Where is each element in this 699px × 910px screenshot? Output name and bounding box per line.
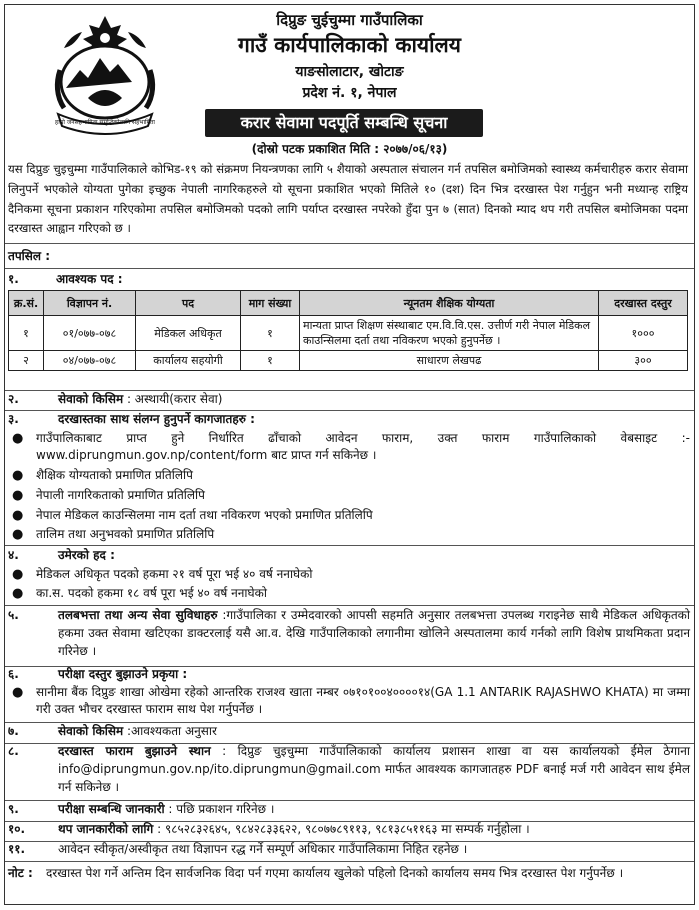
tapsil-heading: तपसिल :: [8, 249, 50, 263]
table-cell: कार्यालय सहयोगी: [136, 351, 241, 371]
list-item-text: सानीमा बैंक दिप्रुङ शाखा ओखेमा रहेको आन्तरिक राजश्व खाता नम्बर ०७१०१००४००००१४(GA 1.1 ANTARIK RAJASHWO KHATA) मा जम्मा गरी उक्त भौचर दरखास्त फाराम साथ पेश गर्नुपर्नेछ ।: [36, 685, 690, 716]
section-8: [8, 742, 690, 796]
divider-line: [5, 243, 694, 244]
intro-paragraph: यस दिप्रुङ चुइचुम्मा गाउँपालिकाले कोभिड-१९ को संक्रमण नियन्त्रणका लागि ५ शैयाको अस्पताल संचालन गर्न तपसिल बमोजिमको स्वास्थ्य कर्मचारीहरु करार सेवामा लिनुपर्ने भएकोले योग्यता पुगेका इच्छुक नेपाली नागरिकहरुले यो सूचना प्रकाशित भएको मितिले १० (दश) दिन भित्र दरखास्त पेश गर्नुहुन भनी मध्यान्ह राष्ट्रिय दैनिकमा सूचना प्रकाशन गरिएकोमा तपसिल बमोजिमको पदको लागि पर्याप्त दरखास्त नपरेको हुँदा पुन ७ (सात) दिनको म्याद थप गरी तपसिल बमोजिमका पदमा दरखास्त आह्वान गरिएको छ ।: [8, 162, 688, 236]
table-cell: १: [241, 351, 300, 371]
bullet-icon: ●: [12, 508, 24, 523]
section-text: : ९८५२८३२६४५, ९८४२८३३६२२, ९८०७७८९११३, ९८१३८५११६३ मा सम्पर्क गर्नुहोला ।: [157, 822, 530, 836]
list-item: [8, 684, 690, 718]
list-item-text: शैक्षिक योग्यताको प्रमाणित प्रतिलिपि: [36, 468, 193, 482]
section-text: : पछि प्रकाशन गरिनेछ ।: [168, 802, 275, 816]
section-number: १०.: [8, 822, 26, 836]
bullet-icon: ●: [12, 527, 24, 542]
section-title: आवश्यक पद :: [56, 272, 123, 286]
section-5: [8, 606, 690, 660]
table-row: [9, 316, 688, 351]
section-label: परीक्षा दस्तुर बुझाउने प्रकृया :: [58, 667, 188, 681]
section-label: सेवाको किसिम: [58, 392, 124, 406]
section-number: २.: [8, 392, 19, 406]
list-item-text: का.स. पदको हकमा १८ वर्ष पूरा भई ४० वर्ष ननाघेको: [36, 586, 267, 600]
section-number: ३.: [8, 412, 19, 426]
divider-line: [5, 861, 694, 862]
bullet-icon: ●: [12, 586, 24, 601]
section-number: ५.: [8, 608, 19, 622]
list-item-text: मेडिकल अधिकृत पदको हकमा २१ वर्ष पूरा भई ४० वर्ष ननाघेको: [36, 567, 313, 581]
table-cell: १: [241, 316, 300, 351]
table-cell: २: [9, 351, 44, 371]
section-text: : अस्थायी(करार सेवा): [126, 392, 223, 406]
table-cell: ०१/०७७-०७८: [44, 316, 136, 351]
list-item-text: तालिम तथा अनुभवको प्रमाणित प्रतिलिपि: [36, 527, 215, 541]
section-number: ४.: [8, 548, 19, 562]
bullet-icon: ●: [12, 685, 24, 700]
publication-date: (दोस्रो पटक प्रकाशित मिति : २०७७/०६/१३): [251, 142, 448, 156]
section-number: ११.: [8, 842, 26, 856]
list-item-text: गाउँपालिकाबाट प्राप्त हुने निर्धारित ढाँचाको आवेदन फाराम, उक्त फाराम गाउँपालिकाको वेबसाइट :- www.diprungmun.gov.np/content/form बाट प्राप्त गर्न सकिनेछ ।: [36, 431, 690, 462]
section-number: ९.: [8, 802, 19, 816]
table-cell: ३००: [599, 351, 688, 371]
table-cell: मान्यता प्राप्त शिक्षण संस्थाबाट एम.वि.वि.एस. उत्तीर्ण गरी नेपाल मेडिकल काउन्सिलमा दर्ता तथा नविकरण भएको हुनुपर्नेछ ।: [300, 316, 599, 351]
section-number: ७.: [8, 724, 19, 738]
col-header: क्र.सं.: [9, 291, 44, 316]
section-text: आवेदन स्वीकृत/अस्वीकृत तथा विज्ञापन रद्ध गर्ने सम्पूर्ण अधिकार गाउँपालिकामा निहित रहनेछ ।: [58, 842, 468, 856]
divider-line: [5, 268, 694, 269]
table-cell: ०४/०७७-०७८: [44, 351, 136, 371]
list-item-text: नेपाली नागरिकताको प्रमाणित प्रतिलिपि: [36, 488, 205, 502]
table-cell: साधारण लेखपढ: [300, 351, 599, 371]
section-label: सेवाको किसिम: [58, 724, 124, 738]
list-item-text: नेपाल मेडिकल काउन्सिलमा नाम दर्ता तथा नविकरण भएको प्रमाणित प्रतिलिपि: [36, 508, 373, 522]
section-label: दरखास्तका साथ संलग्न हुनुपर्ने कागजातहरु :: [58, 412, 255, 426]
posts-table: [8, 290, 688, 371]
section-label: दरखास्त फाराम बुझाउने स्थान: [58, 744, 211, 758]
bullet-icon: ●: [12, 488, 24, 503]
col-header: दरखास्त दस्तुर: [599, 291, 688, 316]
bullet-icon: ●: [12, 431, 24, 446]
col-header: न्यूनतम शैक्षिक योग्यता: [300, 291, 599, 316]
list-item: [8, 430, 690, 464]
table-cell: १०००: [599, 316, 688, 351]
bullet-icon: ●: [12, 567, 24, 582]
col-header: विज्ञापन नं.: [44, 291, 136, 316]
section-label: परीक्षा सम्बन्धि जानकारी: [58, 802, 165, 816]
notice-title-banner: करार सेवामा पदपूर्ति सम्बन्धि सूचना: [205, 109, 483, 137]
table-header-row: [9, 291, 688, 316]
province-line: प्रदेश नं. १, नेपाल: [302, 85, 397, 101]
note-label: नोट :: [8, 866, 33, 880]
bullet-icon: ●: [12, 468, 24, 483]
municipality-name: दिप्रुङ चुईचुम्मा गाउँपालिका: [276, 11, 423, 29]
office-name: गाउँ कार्यपालिकाको कार्यालय: [238, 33, 461, 57]
office-address: याङसोलाटार, खोटाङ: [295, 64, 404, 80]
table-cell: मेडिकल अधिकृत: [136, 316, 241, 351]
table-cell: १: [9, 316, 44, 351]
section-number: ६.: [8, 667, 19, 681]
logo-caption: हाम्रो जनसहभागिता समृद्धिकोलागि सहभागिता: [55, 119, 155, 126]
note-text: दरखास्त पेश गर्ने अन्तिम दिन सार्वजनिक विदा पर्न गएमा कार्यालय खुलेको पहिलो दिनको कार्यालय समय भित्र दरखास्त पेश गर्नुपर्नेछ ।: [46, 866, 624, 880]
section-number: १.: [8, 272, 19, 286]
section-text: : दिप्रुङ चुइचुम्मा गाउँपालिकाको कार्यालय प्रशासन शाखा वा यस कार्यालयको ईमेल ठेगाना info@diprungmun.gov.np/ito.diprungmun@gmail.com मार्फत आवश्यक कागजातहरु PDF बनाई मर्ज गरी आवेदन साथ ईमेल गर्न सकिनेछ ।: [58, 744, 690, 794]
section-1-heading: [8, 270, 123, 287]
col-header: पद: [136, 291, 241, 316]
table-row: [9, 351, 688, 371]
section-label: थप जानकारीको लागि: [58, 822, 154, 836]
section-text: :आवश्यकता अनुसार: [126, 724, 217, 738]
section-number: ८.: [8, 744, 19, 758]
section-label: तलबभत्ता तथा अन्य सेवा सुविधाहरु: [58, 608, 218, 622]
section-label: उमेरको हद :: [58, 548, 115, 562]
section-text: :गाउँपालिका र उम्मेदवारको आपसी सहमति अनुसार तलबभत्ता उपलब्ध गराइनेछ साथै मेडिकल अधिकृतको हकमा उक्त सेवामा खटिएका डाक्टरलाई यसै आ.व. देखि गाउँपालिकाको लगानीमा खोलिने अस्पतालमा कार्य गर्नको लागि विशेष प्राथमिकता प्रदान गरिनेछ ।: [58, 608, 690, 658]
col-header: माग संख्या: [241, 291, 300, 316]
